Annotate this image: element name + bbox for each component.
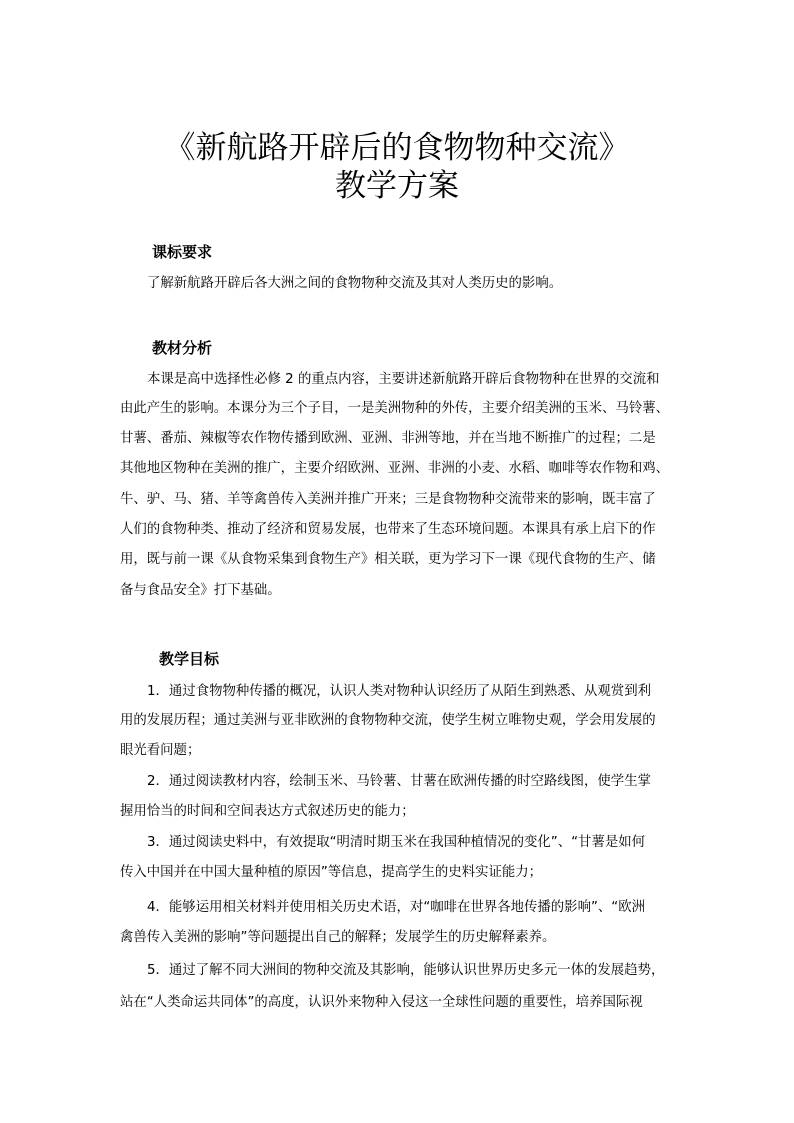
textbook-line: 由此产生的影响。本课分为三个子目，一是美洲物种的外传，主要介绍美洲的玉米、马铃薯、: [120, 401, 670, 416]
textbook-line: 甘薯、番茄、辣椒等农作物传播到欧洲、亚洲、非洲等地，并在当地不断推广的过程；二是: [120, 431, 656, 446]
objectives-line: 用的发展历程；通过美洲与亚非欧洲的食物物种交流，使学生树立唯物史观，学会用发展的: [120, 713, 656, 728]
section-heading-textbook: 教材分析: [152, 339, 213, 357]
objectives-line: 4．能够运用相关材料并使用相关历史术语，对“咖啡在世界各地传播的影响”、“欧洲: [147, 900, 646, 915]
objectives-line: 1．通过食物物种传播的概况，认识人类对物种认识经历了从陌生到熟悉、从观赏到利: [147, 684, 651, 699]
curriculum-line: 了解新航路开辟后各大洲之间的食物物种交流及其对人类历史的影响。: [147, 276, 563, 291]
objectives-line: 站在“人类命运共同体”的高度，认识外来物种入侵这一全球性问题的重要性，培养国际视: [120, 995, 643, 1010]
textbook-line: 人们的食物种类、推动了经济和贸易发展，也带来了生态环境问题。本课具有承上启下的作: [120, 522, 656, 537]
document-title-line2: 教学方案: [335, 168, 459, 204]
textbook-line: 用，既与前一课《从食物采集到食物生产》相关联，更为学习下一课《现代食物的生产、储: [120, 552, 656, 567]
textbook-line: 本课是高中选择性必修 2 的重点内容，主要讲述新航路开辟后食物物种在世界的交流和: [147, 372, 660, 387]
objectives-line: 2．通过阅读教材内容，绘制玉米、马铃薯、甘薯在欧洲传播的时空路线图，使学生掌: [147, 774, 651, 789]
objectives-line: 5．通过了解不同大洲间的物种交流及其影响，能够认识世界历史多元一体的发展趋势，: [147, 963, 665, 978]
section-heading-curriculum: 课标要求: [152, 243, 213, 261]
textbook-line: 牛、驴、马、猪、羊等禽兽传入美洲并推广开来；三是食物物种交流带来的影响，既丰富了: [120, 492, 656, 507]
section-heading-objectives: 教学目标: [159, 650, 220, 668]
objectives-line: 眼光看问题；: [120, 743, 201, 758]
objectives-line: 禽兽传入美洲的影响”等问题提出自己的解释；发展学生的历史解释素养。: [120, 930, 556, 945]
document-title-line1: 《新航路开辟后的食物物种交流》: [164, 130, 630, 166]
textbook-line: 其他地区物种在美洲的推广，主要介绍欧洲、亚洲、非洲的小麦、水稻、咖啡等农作物和鸡、: [120, 461, 670, 476]
objectives-line: 握用恰当的时间和空间表达方式叙述历史的能力；: [120, 804, 415, 819]
textbook-line: 备与食品安全》打下基础。: [120, 583, 281, 598]
objectives-line: 传入中国并在中国大量种植的原因”等信息，提高学生的史料实证能力；: [120, 865, 543, 880]
objectives-line: 3．通过阅读史料中，有效提取“明清时期玉米在我国种植情况的变化”、“甘薯是如何: [147, 835, 646, 850]
